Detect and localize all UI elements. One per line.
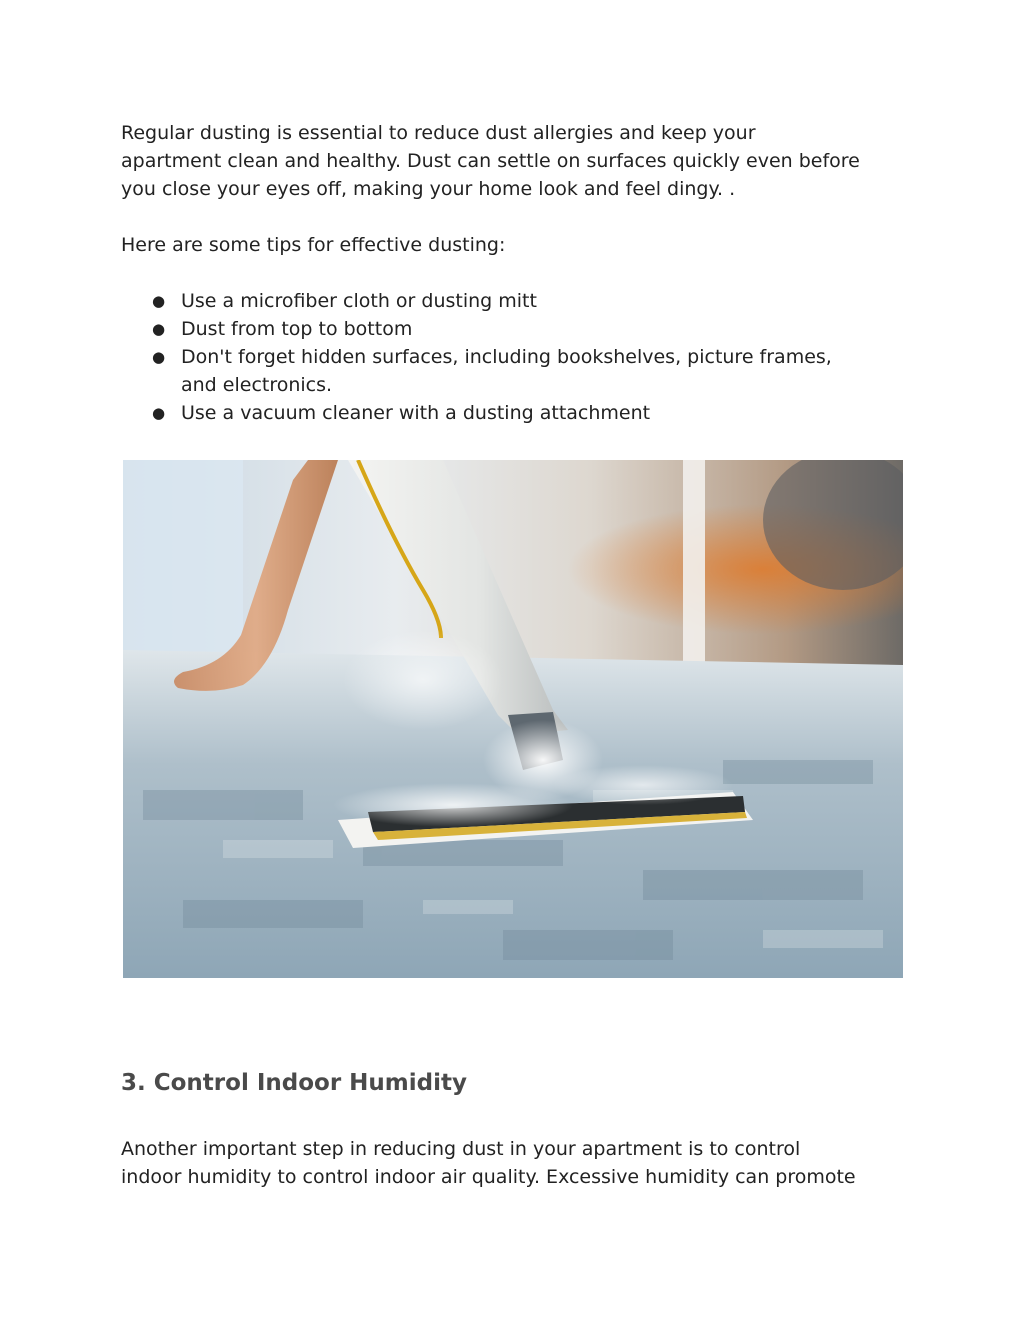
bullet-icon: ● — [152, 348, 166, 366]
list-item-text: Use a vacuum cleaner with a dusting attachment — [181, 402, 651, 424]
tips-intro-paragraph: Here are some tips for effective dusting: — [121, 234, 506, 256]
bullet-icon: ● — [152, 320, 166, 338]
humidity-paragraph — [121, 1135, 921, 1191]
list-item — [121, 287, 921, 315]
list-item — [121, 343, 921, 399]
steam-mop-photo — [123, 460, 903, 978]
bullet-icon: ● — [152, 292, 166, 310]
list-item — [121, 315, 921, 343]
list-item-text-continued: and electronics. — [181, 374, 333, 396]
bullet-icon: ● — [152, 404, 166, 422]
list-item-text: Use a microfiber cloth or dusting mitt — [181, 290, 537, 312]
humidity-line-1: Another important step in reducing dust in your apartment is to control — [121, 1138, 801, 1160]
list-item-text: Dust from top to bottom — [181, 318, 413, 340]
intro-line-3: you close your eyes off, making your home look and feel dingy. . — [121, 178, 736, 200]
humidity-line-2: indoor humidity to control indoor air quality. Excessive humidity can promote — [121, 1166, 856, 1188]
list-item — [121, 399, 921, 427]
intro-line-2: apartment clean and healthy. Dust can settle on surfaces quickly even before — [121, 150, 860, 172]
tips-list — [121, 287, 921, 427]
list-item-text: Don't forget hidden surfaces, including bookshelves, picture frames, — [181, 346, 832, 368]
steam-mop-illustration — [123, 460, 903, 978]
intro-paragraph — [121, 119, 921, 203]
intro-line-1: Regular dusting is essential to reduce dust allergies and keep your — [121, 122, 756, 144]
section-heading: 3. Control Indoor Humidity — [121, 1070, 467, 1096]
